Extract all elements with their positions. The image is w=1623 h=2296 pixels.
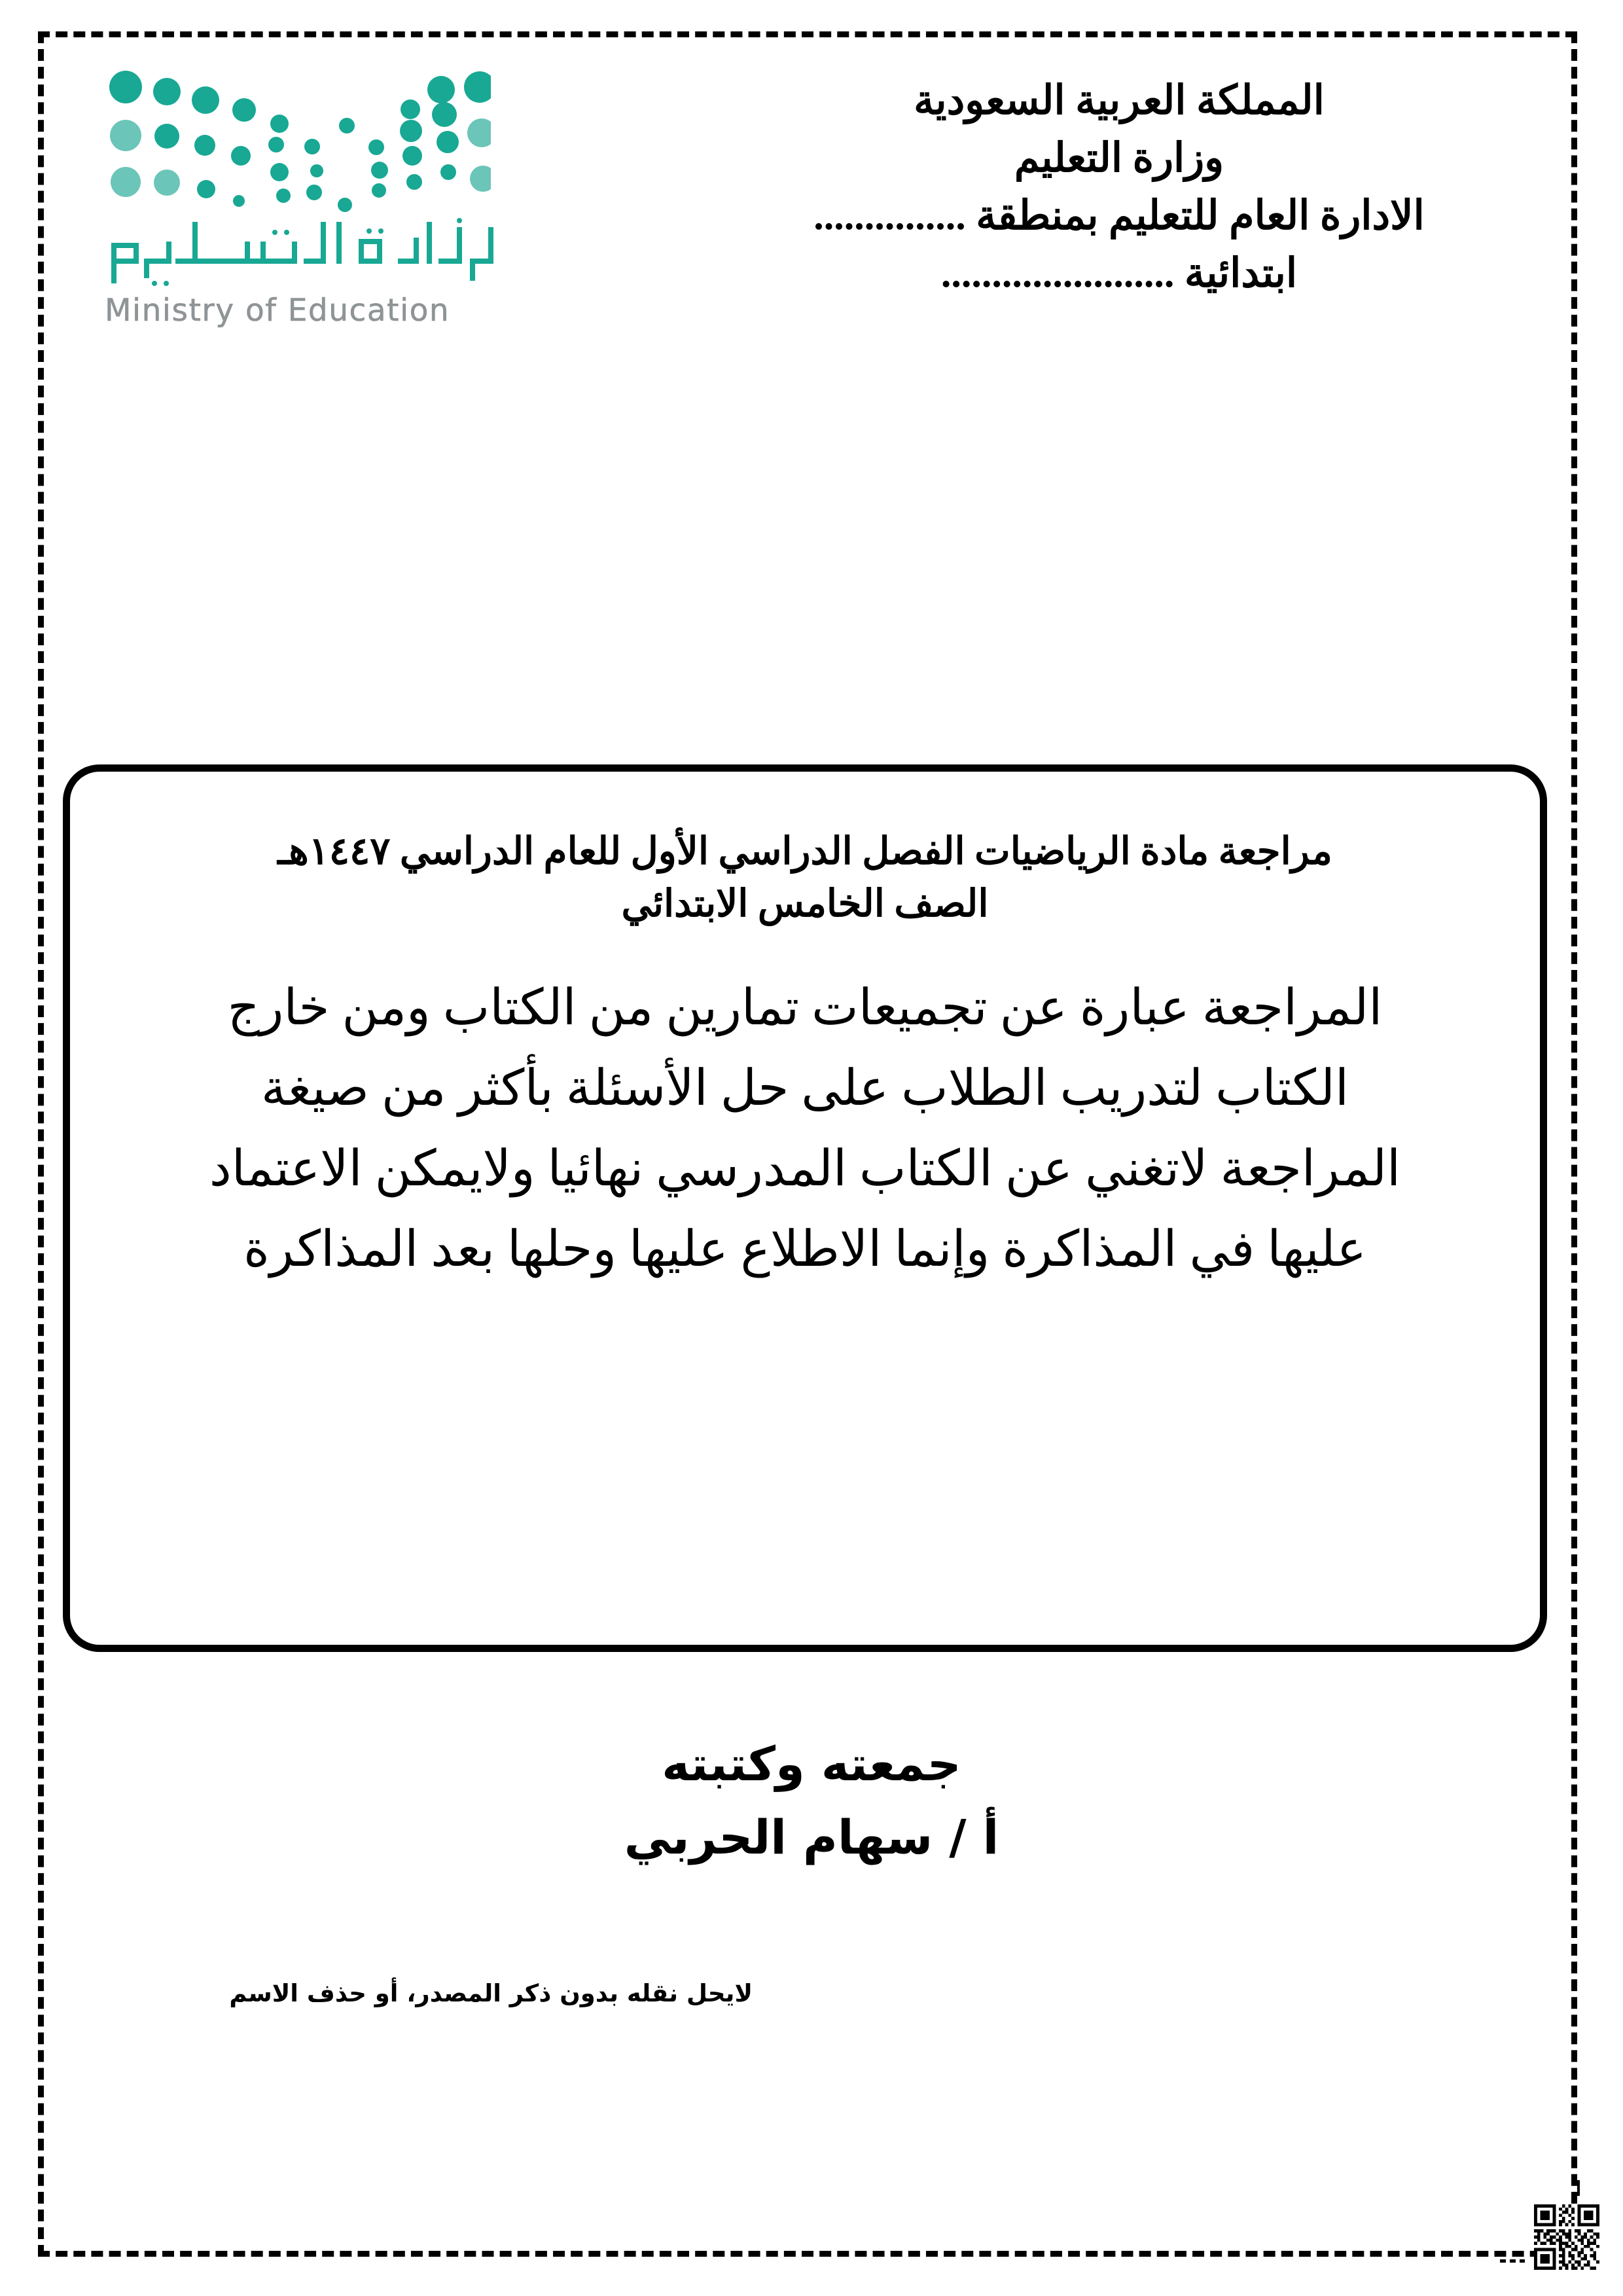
- ministry-logo: [98, 62, 648, 363]
- logo-wordmark-arabic: [98, 213, 504, 291]
- header-line-ministry: وزارة التعليم: [1014, 136, 1224, 181]
- author-signature: [0, 1728, 1623, 1874]
- notice-box: [63, 764, 1547, 1652]
- signature-line-author-name: أ / سهام الحربي: [624, 1809, 999, 1865]
- qr-top-tick-mark: [1577, 2180, 1580, 2196]
- notice-body-line-4: عليها في المذاكرة وإنما الاطلاع عليها وحلها بعد المذاكرة: [243, 1222, 1366, 1278]
- signature-line-compiled-by: جمعته وكتبته: [662, 1736, 961, 1791]
- header-line-directorate: الادارة العام للتعليم بمنطقة ...............: [813, 194, 1425, 239]
- document-header: [0, 0, 1623, 406]
- notice-title-line-2: الصف الخامس الابتدائي: [621, 882, 989, 925]
- header-line-country: المملكة العربية السعودية: [914, 79, 1325, 123]
- saudi-palm-dots-icon: [98, 62, 491, 213]
- logo-wordmark-english: Ministry of Education: [105, 293, 450, 329]
- copyright-disclaimer: لايحل نقله بدون ذكر المصدر، أو حذف الاسم: [229, 1979, 753, 2007]
- qr-left-tick-mark: [1500, 2259, 1525, 2263]
- notice-body-line-2: الكتاب لتدريب الطلاب على حل الأسئلة بأكثر من صيغة: [260, 1061, 1349, 1117]
- notice-title-line-1: مراجعة مادة الرياضيات الفصل الدراسي الأول للعام الدراسي ١٤٤٧هـ: [277, 830, 1332, 872]
- header-line-school: ابتدائية .......................: [940, 251, 1298, 296]
- notice-body: [117, 968, 1493, 1290]
- ministry-address-block: [740, 72, 1499, 302]
- qr-code-icon[interactable]: [1534, 2204, 1599, 2270]
- notice-title: [70, 825, 1540, 930]
- notice-body-line-3: المراجعة لاتغني عن الكتاب المدرسي نهائيا ولايمكن الاعتماد: [209, 1141, 1401, 1197]
- notice-body-line-1: المراجعة عبارة عن تجميعات تمارين من الكتاب ومن خارج: [227, 980, 1383, 1035]
